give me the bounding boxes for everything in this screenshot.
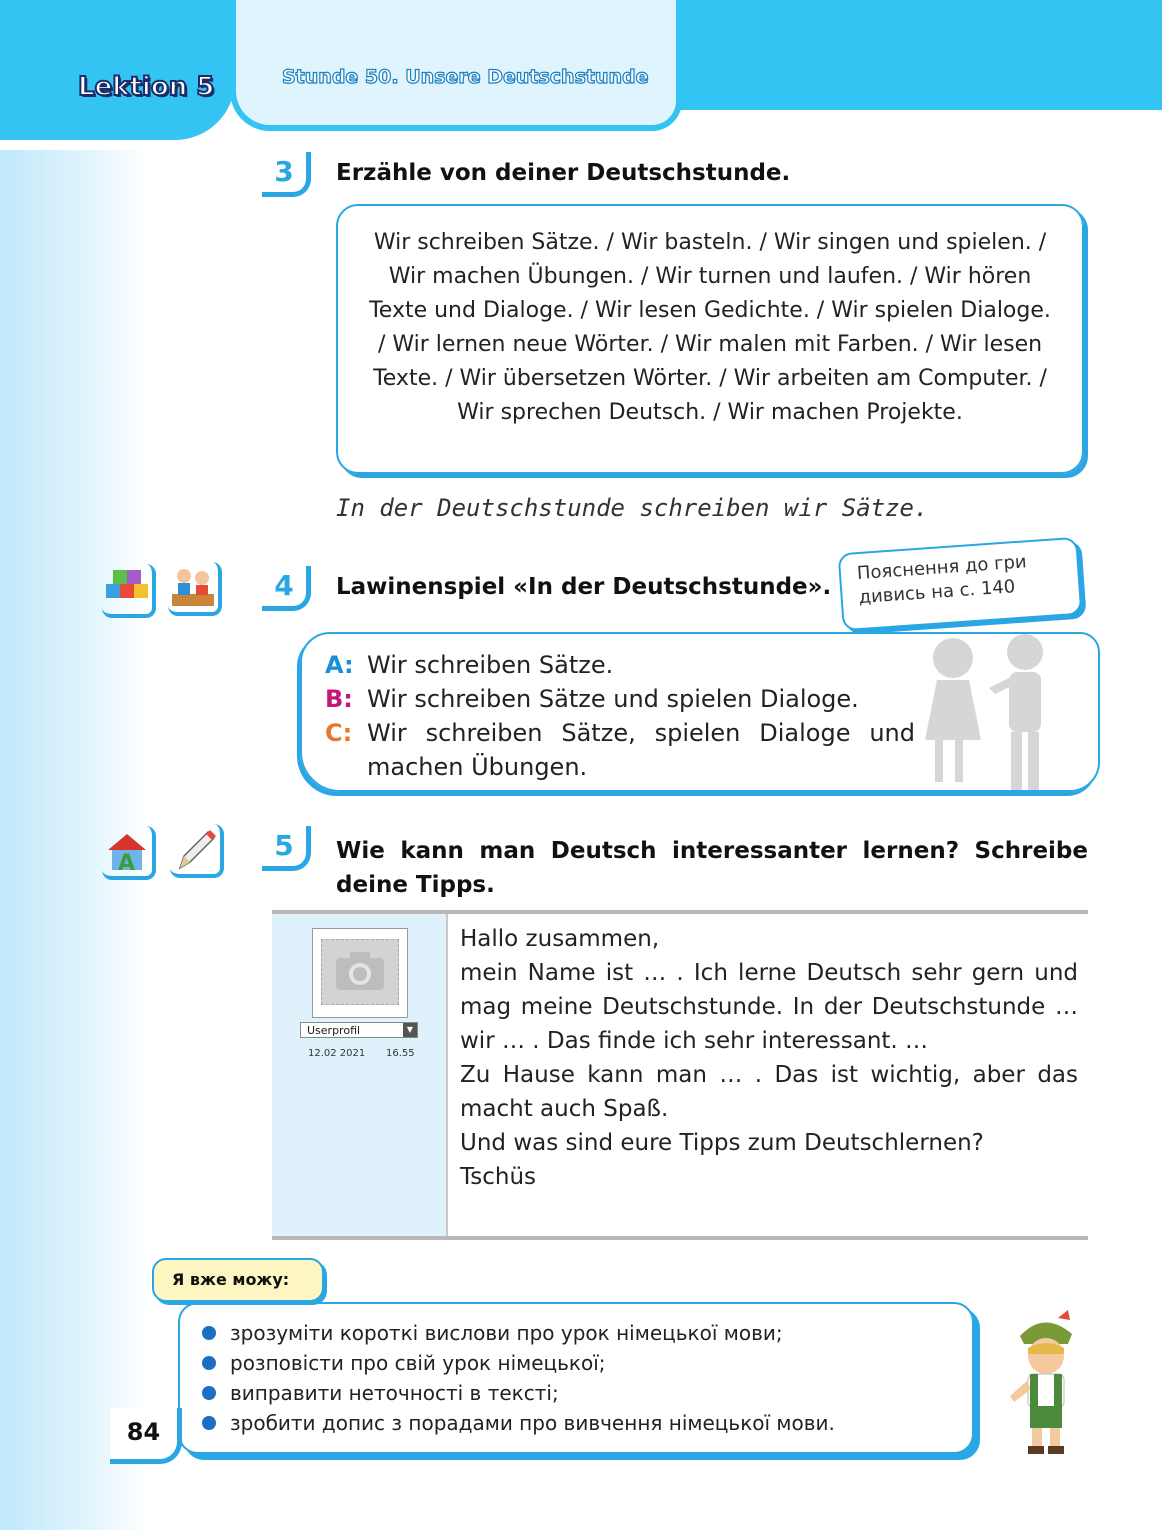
post-line: Hallo zusammen, xyxy=(460,926,660,952)
lesson-label: Lektion 5 xyxy=(78,72,215,102)
topic-label: Stunde 50. Unsere Deutschstunde xyxy=(282,66,649,88)
bullet-icon xyxy=(202,1386,216,1400)
dialogue-text: Wir schreiben Sätze und spielen Dialoge. xyxy=(367,685,859,713)
dialogue-line-a xyxy=(325,648,915,682)
svg-text:A: A xyxy=(118,851,136,876)
blog-post-template xyxy=(272,910,1088,1240)
kids-playing-icon xyxy=(168,562,222,616)
select-value: Userprofil xyxy=(307,1024,361,1037)
can-do-item xyxy=(202,1318,950,1348)
camera-icon xyxy=(322,940,398,1004)
header-lesson-panel xyxy=(0,0,235,140)
post-line: mein Name ist … . Ich lerne Deutsch sehr gern und mag meine Deutschstunde. In der Deutschstunde … wir … . Das finde ich sehr interessant. … xyxy=(460,960,1078,1054)
task-3-example: In der Deutschstunde schreiben wir Sätze. xyxy=(336,494,929,522)
task-4-title: Lawinenspiel «In der Deutschstunde». xyxy=(336,574,832,600)
can-do-item xyxy=(202,1378,950,1408)
userprofile-select[interactable] xyxy=(300,1022,418,1038)
dialogue-line-b xyxy=(325,682,915,716)
game-explanation-note: Пояснення до гри дивись на с. 140 xyxy=(838,537,1083,632)
task-3-word-box: Wir schreiben Sätze. / Wir basteln. / Wir singen und spielen. / Wir machen Übungen. / Wir turnen und laufen. / Wir hören Texte und Dialoge. / Wir lesen Gedichte. / Wir spielen Dialoge. / Wir lernen neue Wörter. / Wir malen mit Farben. / Wir lesen Texte. / Wir übersetzen Wörter. / Wir arbeiten am Computer. / Wir sprechen Deutsch. / Wir machen Projekte. xyxy=(336,204,1084,474)
boy-mascot-icon xyxy=(998,1310,1092,1460)
pencil-icon xyxy=(170,824,224,878)
task-5-number: 5 xyxy=(262,826,311,871)
bullet-icon xyxy=(202,1326,216,1340)
post-time: 16.55 xyxy=(386,1048,415,1059)
bullet-icon xyxy=(202,1416,216,1430)
can-do-item xyxy=(202,1348,950,1378)
can-do-box xyxy=(178,1302,974,1454)
task-5-title: Wie kann man Deutsch interessanter lernen? Schreibe deine Tipps. xyxy=(336,838,1088,898)
dialogue-line-c xyxy=(325,716,915,784)
task-4-number: 4 xyxy=(262,566,311,611)
task-3-number: 3 xyxy=(262,152,311,197)
dialogue-text: Wir schreiben Sätze. xyxy=(367,651,614,679)
post-line: Tschüs xyxy=(460,1164,537,1190)
can-do-title: Я вже можу: xyxy=(152,1258,324,1302)
post-line: Und was sind eure Tipps zum Deutschlernen? xyxy=(460,1130,984,1156)
side-gradient xyxy=(0,0,150,1530)
post-text xyxy=(448,914,1088,1236)
user-profile-panel xyxy=(272,914,448,1236)
post-line: Zu Hause kann man … . Das ist wichtig, aber das macht auch Spaß. xyxy=(460,1062,1078,1122)
can-do-text: зрозуміти короткі вислови про урок німецької мови; xyxy=(230,1321,783,1345)
dialogue-text: Wir schreiben Sätze, spielen Dialoge und machen Übungen. xyxy=(367,719,915,781)
speaker-c-label: C: xyxy=(325,719,353,747)
post-date: 12.02 2021 xyxy=(308,1048,366,1059)
speaker-b-label: B: xyxy=(325,685,353,713)
can-do-text: виправити неточності в тексті; xyxy=(230,1381,559,1405)
speaker-a-label: A: xyxy=(325,651,354,679)
profile-photo[interactable] xyxy=(312,928,408,1018)
camera-placeholder xyxy=(321,939,399,1005)
children-silhouette-icon xyxy=(915,628,1065,798)
page-number: 84 xyxy=(110,1408,182,1464)
bullet-icon xyxy=(202,1356,216,1370)
task-3-title: Erzähle von deiner Deutschstunde. xyxy=(336,160,791,186)
house-letter-icon xyxy=(102,826,156,880)
task-4-dialogue xyxy=(325,648,915,784)
blocks-icon xyxy=(102,564,156,618)
header-bar xyxy=(660,0,1162,110)
can-do-text: розповісти про свій урок німецької; xyxy=(230,1351,606,1375)
can-do-item xyxy=(202,1408,950,1438)
chevron-down-icon[interactable]: ▼ xyxy=(403,1023,417,1037)
can-do-text: зробити допис з порадами про вивчення німецької мови. xyxy=(230,1411,835,1435)
